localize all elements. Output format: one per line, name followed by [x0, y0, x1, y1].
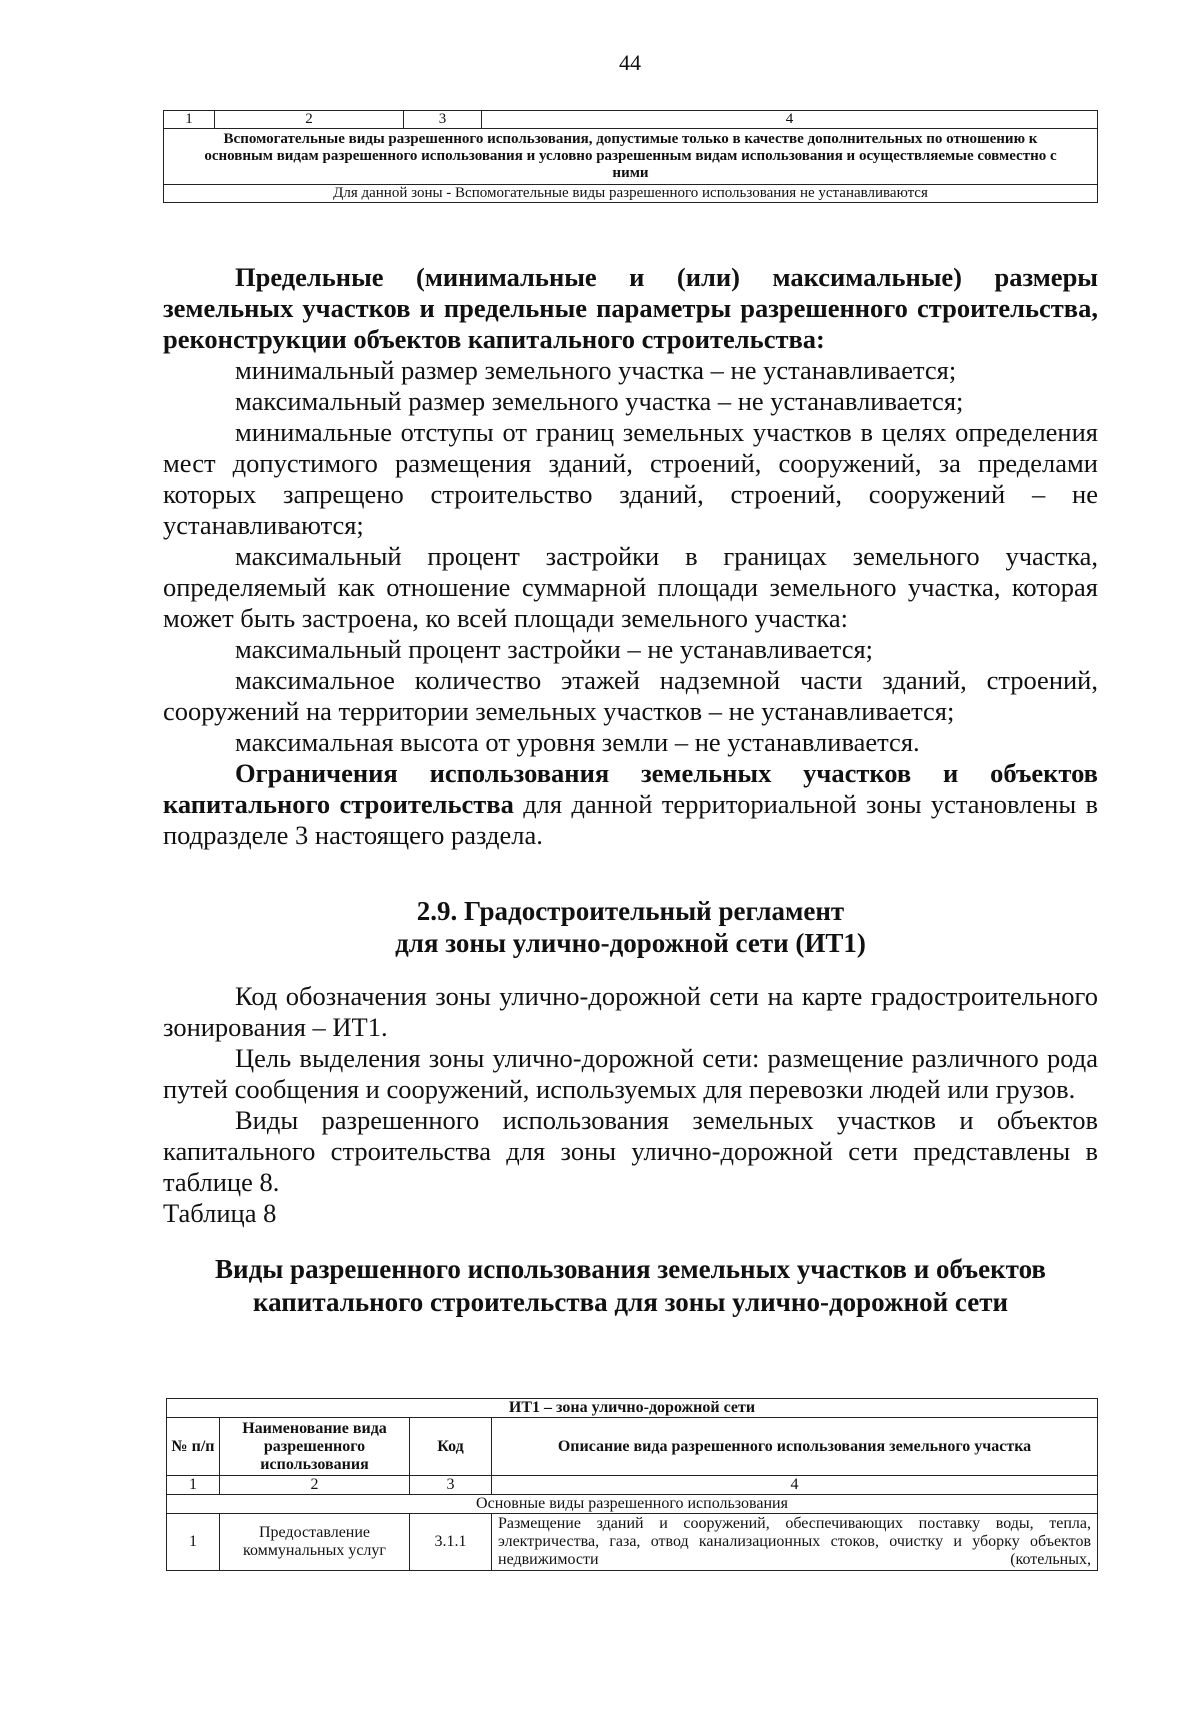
restrictions-bold: Ограничения использования земельных участков и объектов капитального строительства	[163, 758, 1098, 819]
restrictions-text: для данной территориальной зоны установлены в подразделе 3 настоящего раздела.	[163, 789, 1098, 850]
header-description: Описание вида разрешенного использования земельного участка	[492, 1418, 1098, 1476]
column-number-row	[167, 1476, 1098, 1495]
col-number: 4	[492, 1476, 1098, 1495]
limits-heading: Предельные (минимальные и (или) максимальные) размеры земельных участков и предельные параметры разрешенного строительства, реконструкции объектов капитального строительства:	[163, 262, 1098, 354]
col-number: 4	[482, 111, 1098, 129]
limits-paragraph: минимальный размер земельного участка – не устанавливается;	[235, 355, 957, 385]
col-number: 3	[410, 1476, 492, 1495]
header-code: Код	[410, 1418, 492, 1476]
col-number: 1	[167, 1476, 220, 1495]
section-paragraph: Виды разрешенного использования земельных участков и объектов капитального строительства для зоны улично-дорожной сети представлены в таблице 8.	[163, 1105, 1098, 1197]
table-title	[163, 1253, 1098, 1319]
col-number: 2	[215, 111, 404, 129]
col-number: 2	[220, 1476, 410, 1495]
row-number: 1	[167, 1514, 220, 1571]
table-row	[167, 1514, 1098, 1571]
col-number: 3	[404, 111, 482, 129]
table-8	[166, 1398, 1098, 1571]
page-number: 44	[619, 50, 641, 75]
row-code: 3.1.1	[410, 1514, 492, 1571]
column-number-row	[164, 111, 1098, 129]
main-uses-heading: Основные виды разрешенного использования	[167, 1495, 1098, 1514]
row-description: Размещение зданий и сооружений, обеспечивающих поставку воды, тепла, электричества, газа, отвод канализационных стоков, очистку и уборку объектов недвижимости (котельных,	[492, 1514, 1098, 1571]
limits-paragraph: максимальный процент застройки – не устанавливается;	[235, 634, 874, 664]
section-paragraph: Цель выделения зоны улично-дорожной сети: размещение различного рода путей сообщения и сооружений, используемых для перевозки людей или грузов.	[163, 1043, 1098, 1104]
limits-paragraph: минимальные отступы от границ земельных участков в целях определения мест допустимого размещения зданий, строений, сооружений, за пределами которых запрещено строительство зданий, строений, сооружений – не устанавливаются;	[163, 417, 1098, 540]
restrictions-paragraph	[163, 758, 1098, 851]
limits-paragraph: максимальный размер земельного участка – не устанавливается;	[235, 386, 964, 416]
limits-section	[163, 262, 1098, 851]
header-number: № п/п	[167, 1418, 220, 1476]
header-name: Наименование вида разрешенного использования	[220, 1418, 410, 1476]
auxiliary-uses-note: Для данной зоны - Вспомогательные виды разрешенного использования не устанавливаются	[164, 185, 1098, 203]
auxiliary-uses-table	[163, 110, 1098, 203]
col-number: 1	[164, 111, 215, 129]
table-title-line: капитального строительства для зоны улично-дорожной сети	[252, 1287, 1009, 1317]
limits-paragraph: максимальная высота от уровня земли – не устанавливается.	[235, 727, 920, 757]
zone-heading: ИТ1 – зона улично-дорожной сети	[167, 1399, 1098, 1418]
limits-paragraph: максимальный процент застройки в границах земельного участка, определяемый как отношение суммарной площади земельного участка, которая может быть застроена, ко всей площади земельного участка:	[163, 541, 1098, 633]
table-title-line: Виды разрешенного использования земельных участков и объектов	[215, 1254, 1046, 1284]
limits-paragraph: максимальное количество этажей надземной части зданий, строений, сооружений на территории земельных участков – не устанавливается;	[163, 665, 1098, 726]
section-paragraph: Код обозначения зоны улично-дорожной сети на карте градостроительного зонирования – ИТ1.	[163, 981, 1098, 1042]
section-title-line: 2.9. Градостроительный регламент	[416, 896, 845, 926]
table-label: Таблица 8	[163, 1198, 277, 1228]
regulation-section	[163, 895, 1098, 1319]
section-title-line: для зоны улично-дорожной сети (ИТ1)	[395, 928, 866, 958]
auxiliary-uses-heading: Вспомогательные виды разрешенного использования, допустимые только в качестве дополнительных по отношению к основным видам разрешенного использования и условно разрешенным видам использования и осуществляемые совместно с ними	[164, 129, 1098, 185]
section-title	[163, 895, 1098, 959]
row-name: Предоставление коммунальных услуг	[220, 1514, 410, 1571]
